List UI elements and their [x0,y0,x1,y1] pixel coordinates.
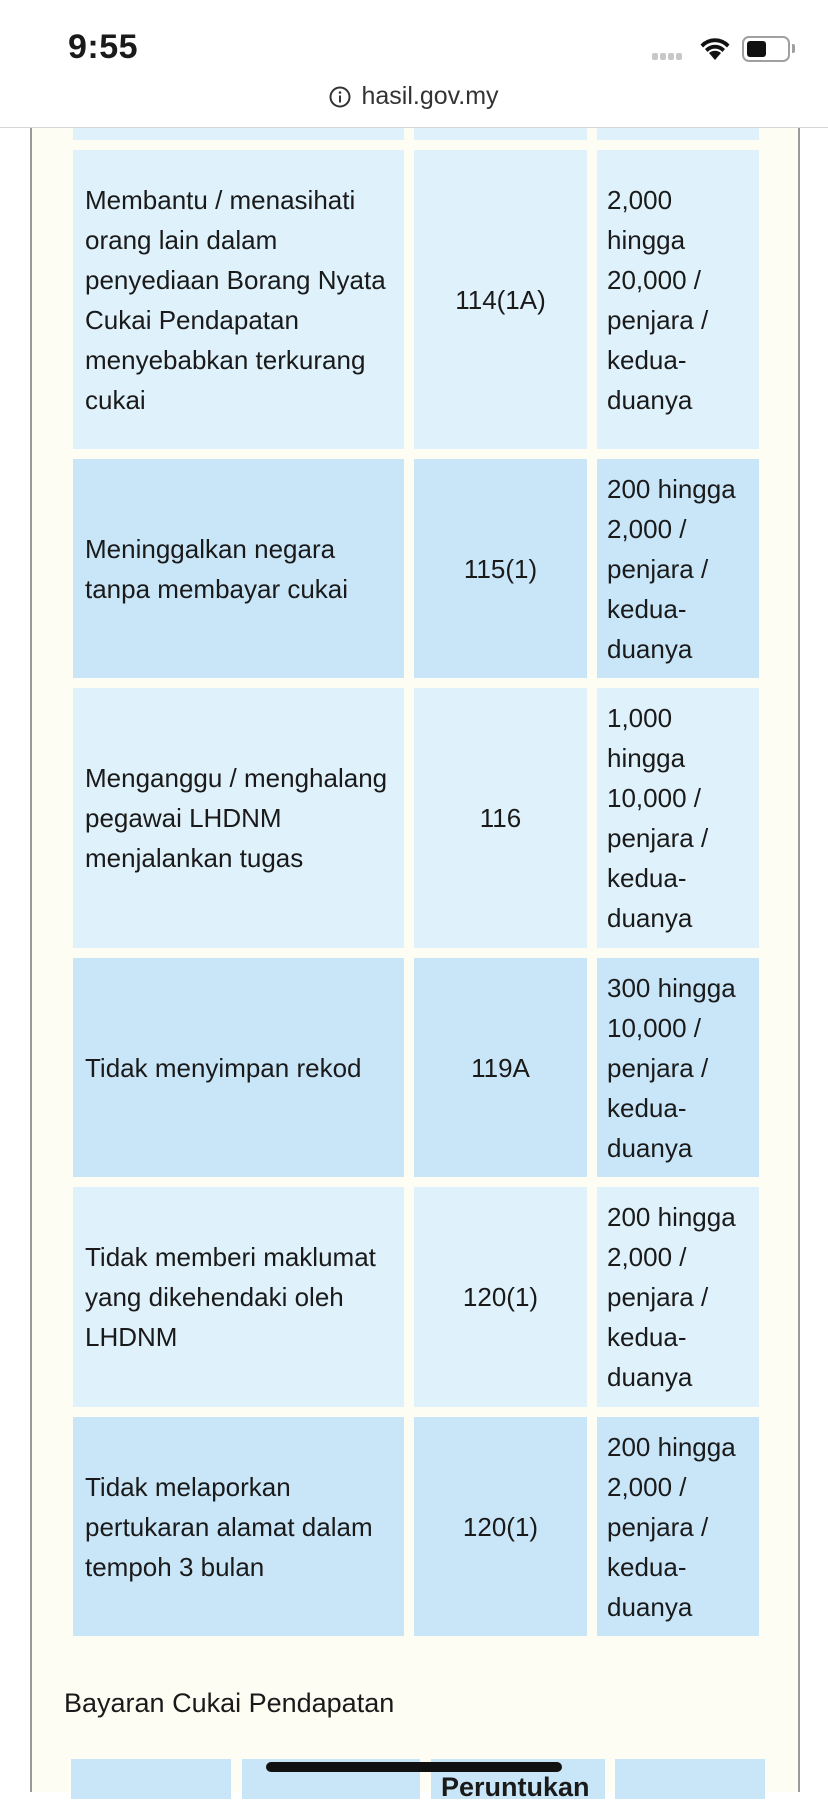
battery-tip [792,44,795,53]
section-cell: 120(1) [414,1417,587,1636]
previous-row-cell [73,128,404,140]
offence-cell: Menganggu / menghalang pegawai LHDNM menjalankan tugas [73,688,404,948]
offence-cell: Tidak melaporkan pertukaran alamat dalam tempoh 3 bulan [73,1417,404,1636]
penalty-cell: 1,000 hingga 10,000 / penjara / kedua-duanya [597,688,759,948]
penalty-cell: 200 hingga 2,000 / penjara / kedua-duanya [597,459,759,678]
info-icon[interactable] [329,86,351,108]
section-cell: 114(1A) [414,150,587,449]
previous-row-cell [414,128,587,140]
url-bar[interactable] [0,82,828,126]
penalty-cell: 300 hingga 10,000 / penjara / kedua-duanya [597,958,759,1177]
penalty-cell: 2,000 hingga 20,000 / penjara / kedua-duanya [597,150,759,449]
section-cell: 120(1) [414,1187,587,1407]
offence-cell: Tidak memberi maklumat yang dikehendaki oleh LHDNM [73,1187,404,1407]
section-cell: 116 [414,688,587,948]
home-indicator[interactable] [266,1762,562,1772]
battery-icon [742,36,790,62]
section-cell: 115(1) [414,459,587,678]
section-cell: 119A [414,958,587,1177]
table-header-cell [615,1759,765,1799]
wifi-icon [698,36,732,67]
section-heading: Bayaran Cukai Pendapatan [64,1688,395,1718]
cellular-signal-icon [652,47,684,65]
penalty-cell: 200 hingga 2,000 / penjara / kedua-duanya [597,1187,759,1407]
table-header-label: Peruntukan [441,1772,590,1802]
offence-cell: Membantu / menasihati orang lain dalam penyediaan Borang Nyata Cukai Pendapatan menyebabkan terkurang cukai [73,150,404,449]
offence-cell: Tidak menyimpan rekod [73,958,404,1177]
table-header-cell [71,1759,231,1799]
penalty-cell: 200 hingga 2,000 / penjara / kedua-duanya [597,1417,759,1636]
previous-row-cell [597,128,759,140]
url-domain[interactable]: hasil.gov.my [361,82,499,110]
offence-cell: Meninggalkan negara tanpa membayar cukai [73,459,404,678]
page-content [30,128,800,1792]
clock: 9:55 [68,28,139,66]
